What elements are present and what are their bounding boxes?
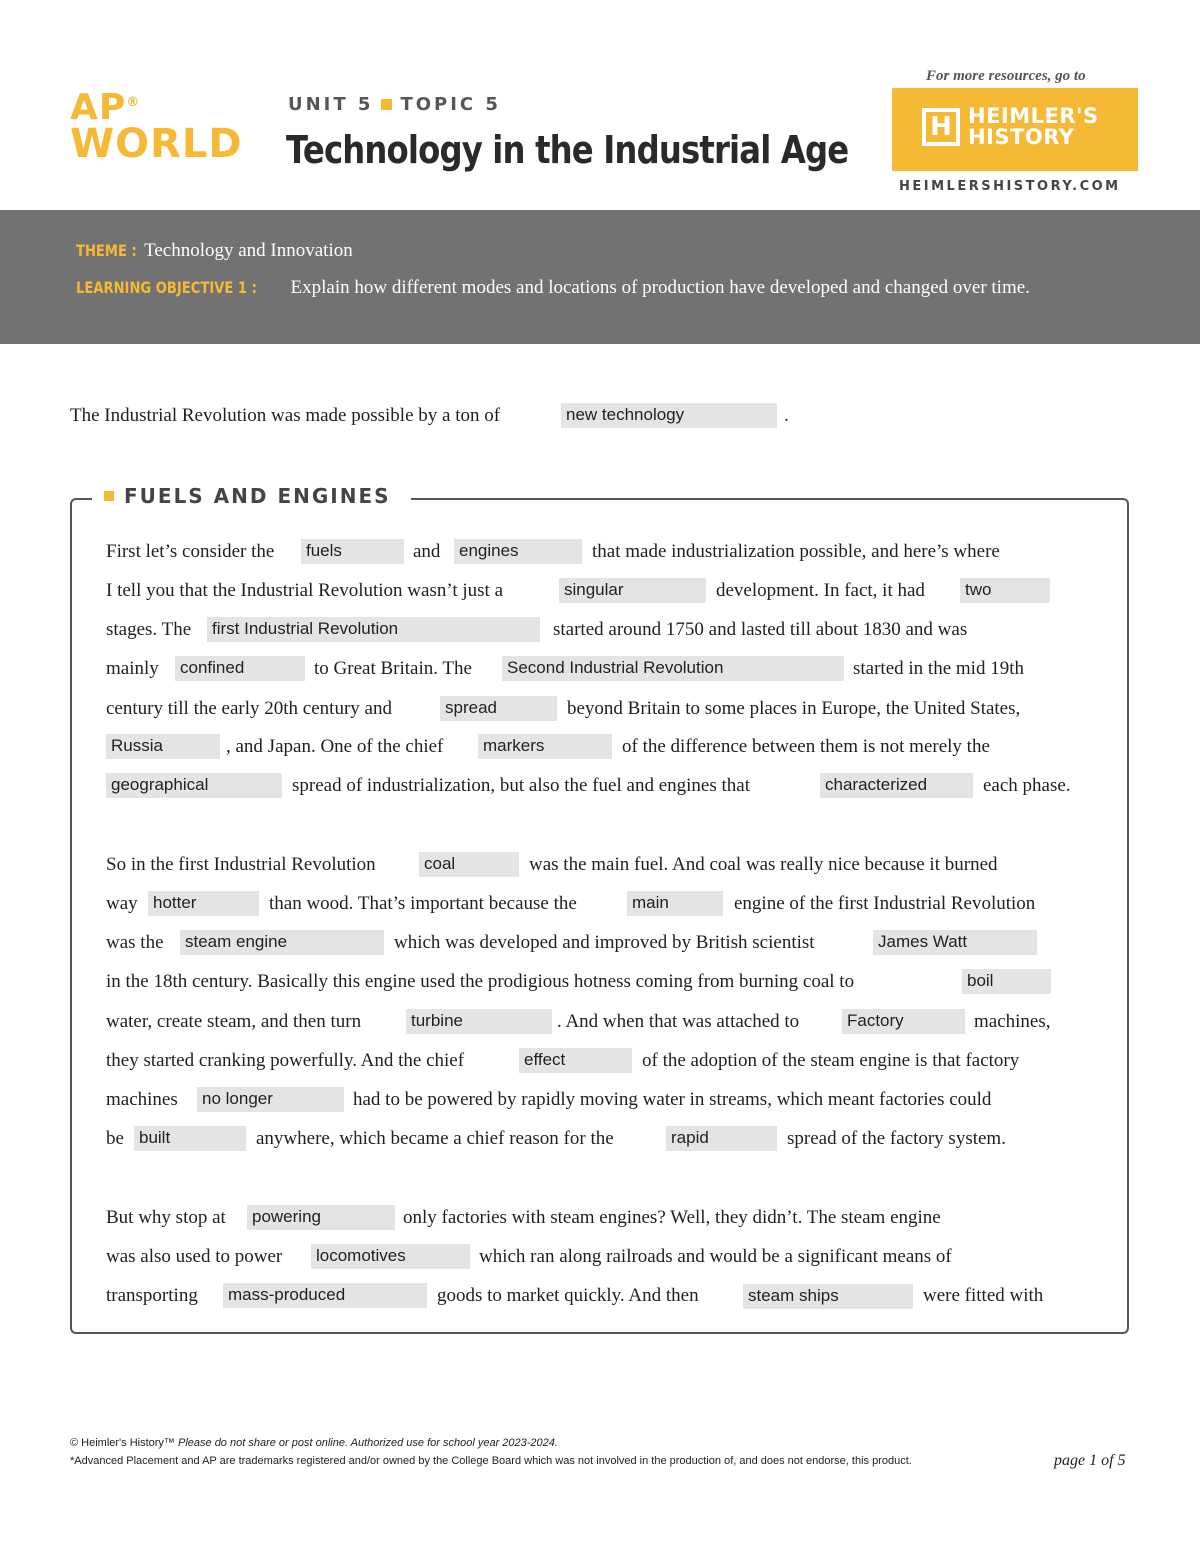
answer-blank[interactable]: spread — [440, 696, 557, 721]
answer-blank[interactable]: fuels — [301, 539, 404, 564]
text-run: development. In fact, it had — [716, 580, 925, 601]
text-run: was the main fuel. And coal was really nice because it burned — [529, 854, 998, 875]
text-run: was also used to power — [106, 1246, 283, 1267]
text-run: So in the first Industrial Revolution — [106, 854, 376, 875]
text-run: started in the mid 19th — [853, 658, 1024, 679]
page-number: page 1 of 5 — [1054, 1452, 1126, 1469]
text-run: be — [106, 1128, 124, 1149]
answer-blank[interactable]: Russia — [106, 734, 220, 759]
text-run: machines, — [974, 1011, 1051, 1032]
text-run: which ran along railroads and would be a significant means of — [479, 1246, 952, 1267]
text-run: spread of the factory system. — [787, 1128, 1006, 1149]
answer-blank[interactable]: mass-produced — [223, 1283, 427, 1308]
text-run: that made industrialization possible, and here’s where — [592, 541, 1000, 562]
text-run: started around 1750 and lasted till about 1830 and was — [553, 619, 968, 640]
text-run: engine of the first Industrial Revolution — [734, 893, 1036, 914]
theme-row — [76, 240, 353, 262]
answer-blank[interactable]: powering — [247, 1205, 395, 1230]
answer-blank[interactable]: markers — [478, 734, 612, 759]
answer-blank[interactable]: no longer — [197, 1087, 344, 1112]
answer-blank[interactable]: James Watt — [873, 930, 1037, 955]
answer-blank[interactable]: singular — [559, 578, 706, 603]
resources-note: For more resources, go to — [926, 68, 1086, 84]
text-run: goods to market quickly. And then — [437, 1285, 699, 1306]
text-run: . And when that was attached to — [557, 1011, 800, 1032]
answer-blank[interactable]: Factory — [842, 1009, 965, 1034]
text-run: of the difference between them is not merely the — [622, 736, 990, 757]
answer-blank[interactable]: steam engine — [180, 930, 384, 955]
answer-blank[interactable]: engines — [454, 539, 582, 564]
text-run: was the — [106, 932, 164, 953]
objective-value: Explain how different modes and locations of production have developed and changed over time. — [290, 277, 1030, 298]
intro-text: The Industrial Revolution was made possible by a ton of — [70, 405, 501, 426]
answer-blank[interactable]: Second Industrial Revolution — [502, 656, 844, 681]
page-title: Technology in the Industrial Age — [286, 128, 849, 172]
theme-value: Technology and Innovation — [144, 240, 353, 261]
text-run: had to be powered by rapidly moving water in streams, which meant factories could — [353, 1089, 992, 1110]
text-run: transporting — [106, 1285, 198, 1306]
answer-blank[interactable]: locomotives — [311, 1244, 470, 1269]
text-run: were fitted with — [923, 1285, 1044, 1306]
text-run: they started cranking powerfully. And the chief — [106, 1050, 465, 1071]
answer-blank[interactable]: coal — [419, 852, 519, 877]
text-run: each phase. — [983, 775, 1071, 796]
text-run: in the 18th century. Basically this engine used the prodigious hotness coming from burning coal to — [106, 971, 855, 992]
answer-blank[interactable]: boil — [962, 969, 1051, 994]
text-run: mainly — [106, 658, 159, 679]
text-run: But why stop at — [106, 1207, 226, 1228]
text-run: machines — [106, 1089, 178, 1110]
text-run: century till the early 20th century and — [106, 698, 392, 719]
answer-blank[interactable]: built — [134, 1126, 246, 1151]
section-heading: FUELS AND ENGINES — [92, 484, 411, 508]
text-run: way — [106, 893, 138, 914]
text-run: anywhere, which became a chief reason for the — [256, 1128, 614, 1149]
ap-world-logo: AP® WORLD — [70, 87, 243, 167]
answer-blank[interactable]: main — [627, 891, 723, 916]
text-run: than wood. That’s important because the — [269, 893, 577, 914]
text-run: and — [413, 541, 441, 562]
text-run: First let’s consider the — [106, 541, 275, 562]
text-run: , and Japan. One of the chief — [226, 736, 444, 757]
brand-logo[interactable] — [892, 88, 1138, 171]
footer-copyright: © Heimler's History™ Please do not share or post online. Authorized use for school year 2023-2024. — [70, 1437, 558, 1449]
text-run: I tell you that the Industrial Revolution wasn’t just a — [106, 580, 504, 601]
text-run: which was developed and improved by British scientist — [394, 932, 815, 953]
answer-blank[interactable]: turbine — [406, 1009, 552, 1034]
answer-blank[interactable]: steam ships — [743, 1284, 913, 1309]
brand-url-link[interactable]: HEIMLERSHISTORY.COM — [899, 179, 1121, 194]
answer-blank[interactable]: confined — [175, 656, 305, 681]
footer-trademark: *Advanced Placement and AP are trademarks registered and/or owned by the College Board which was not involved in the production of, and does not endorse, this product. — [70, 1455, 912, 1467]
answer-blank[interactable]: geographical — [106, 773, 282, 798]
answer-blank[interactable]: new technology — [561, 403, 777, 428]
objective-label: LEARNING OBJECTIVE 1 : — [76, 278, 257, 297]
text-run: to Great Britain. The — [314, 658, 472, 679]
answer-blank[interactable]: two — [960, 578, 1050, 603]
objective-row — [76, 277, 1030, 299]
intro-period: . — [784, 405, 789, 426]
answer-blank[interactable]: hotter — [148, 891, 259, 916]
text-run: stages. The — [106, 619, 192, 640]
text-run: spread of industrialization, but also the fuel and engines that — [292, 775, 750, 796]
brand-mark-icon: H — [922, 108, 960, 146]
brand-name: HEIMLER'S HISTORY — [968, 104, 1099, 149]
text-run: water, create steam, and then turn — [106, 1011, 362, 1032]
unit-topic-label: UNIT 5 TOPIC 5 — [288, 94, 501, 115]
answer-blank[interactable]: first Industrial Revolution — [207, 617, 540, 642]
text-run: beyond Britain to some places in Europe, the United States, — [567, 698, 1021, 719]
answer-blank[interactable]: rapid — [666, 1126, 777, 1151]
text-run: of the adoption of the steam engine is that factory — [642, 1050, 1020, 1071]
text-run: only factories with steam engines? Well, they didn’t. The steam engine — [403, 1207, 941, 1228]
answer-blank[interactable]: characterized — [820, 773, 973, 798]
answer-blank[interactable]: effect — [519, 1048, 632, 1073]
theme-label: THEME : — [76, 241, 137, 260]
